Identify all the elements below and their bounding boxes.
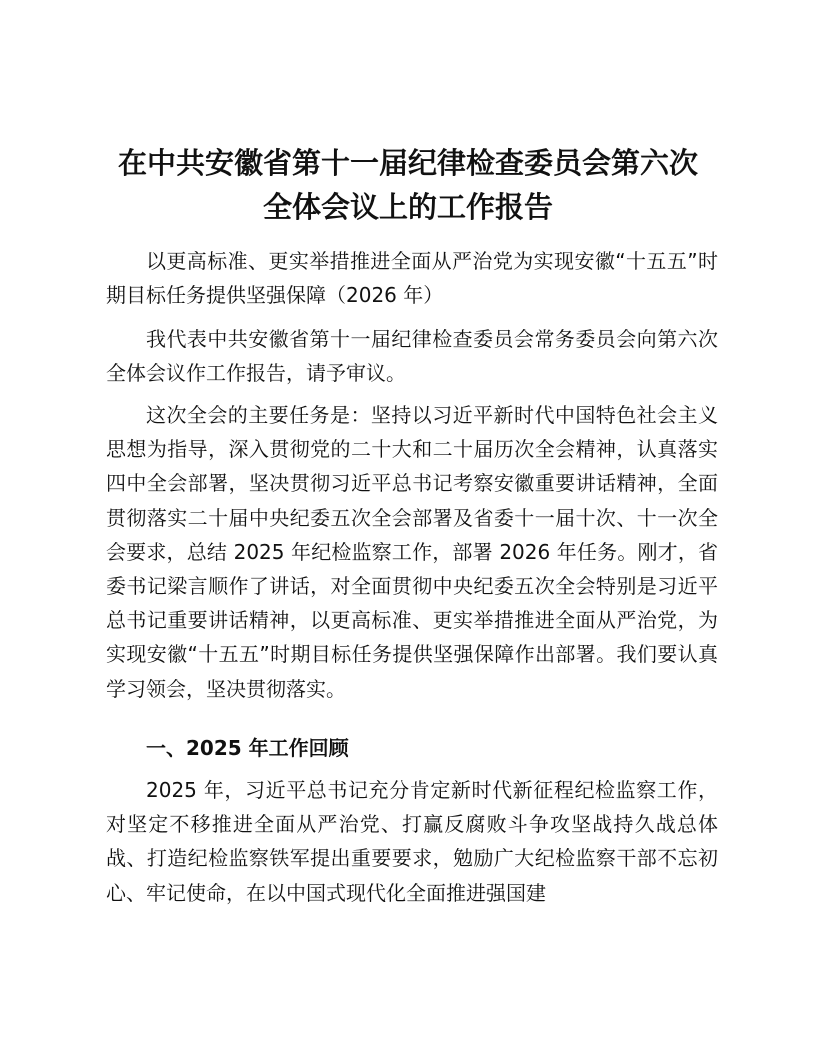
document-title-line-1: 在中共安徽省第十一届纪律检查委员会第六次 xyxy=(117,146,698,180)
section-heading: 一、2025 年工作回顾 xyxy=(146,736,349,760)
intro-paragraph: 我代表中共安徽省第十一届纪律检查委员会常务委员会向第六次全体会议作工作报告，请予审议。 xyxy=(106,327,718,386)
main-task-paragraph: 这次全会的主要任务是：坚持以习近平新时代中国特色社会主义思想为指导，深入贯彻党的二十大和二十届历次全会精神，认真落实四中全会部署，坚决贯彻习近平总书记考察安徽重要讲话精神，全面贯彻落实二十届中央纪委五次全会部署及省委十一届十次、十一次全会要求，总结 2025 年纪检监察工作，部署 2026 年任务。刚才，省委书记梁言顺作了讲话，对全面贯彻中央纪委五次全会特别是习近平总书记重要讲话精神，以更高标准、更实举措推进全面从严治党，为实现安徽“十五五”时期目标任务提供坚强保障作出部署。我们要认真学习领会，坚决贯彻落实。 xyxy=(106,403,718,701)
section-paragraph: 2025 年，习近平总书记充分肯定新时代新征程纪检监察工作，对坚定不移推进全面从严治党、打赢反腐败斗争攻坚战持久战总体战、打造纪检监察铁军提出重要要求，勉励广大纪检监察干部不忘初心、牢记使命，在以中国式现代化全面推进强国建 xyxy=(106,778,718,905)
subtitle-paragraph: 以更高标准、更实举措推进全面从严治党为实现安徽“十五五”时期目标任务提供坚强保障（2026 年） xyxy=(106,249,718,308)
document-title-line-2: 全体会议上的工作报告 xyxy=(262,190,553,224)
